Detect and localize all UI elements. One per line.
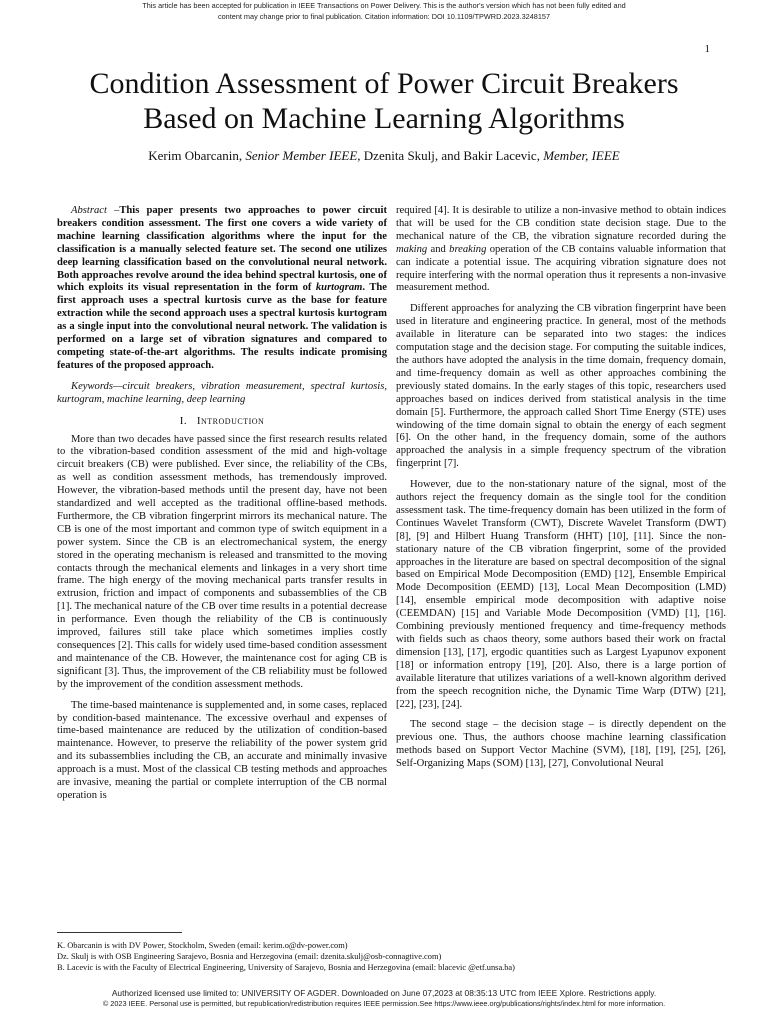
abstract-dash: –: [106, 205, 120, 216]
abstract-text-a: This paper presents two approaches to power circuit breakers condition assessment. The first one covers a wide variety of machine learning classification algorithms where the input for the classification is a manually selected feature set. The second one utilizes deep learning classification based on the convolutional neural network. Both approaches revolve around the idea behind spectral kurtosis, one of which exploits its visual representation in the form of: [57, 205, 387, 294]
section-number: I.: [179, 414, 188, 427]
footnotes: [57, 940, 717, 973]
p0-text-b: and: [427, 243, 450, 255]
title-line-2: Based on Machine Learning Algorithms: [143, 102, 625, 135]
banner-line-1: This article has been accepted for publication in IEEE Transactions on Power Delivery. This is the author's version which has not been fully edited and: [142, 1, 626, 10]
footnote-divider: [57, 932, 182, 933]
abstract-label: Abstract: [71, 205, 107, 216]
p0-text-a: required [4]. It is desirable to utilize a non-invasive method to obtain indices that will be used for the CB condition state decision stage. Due to the mechanical nature of the CB, the vibration signature recorded during the: [396, 205, 726, 242]
p0-breaking: breaking: [449, 243, 487, 255]
author-3-role: Member, IEEE: [543, 148, 620, 163]
paper-title: [40, 66, 728, 136]
right-paragraph-0: [396, 205, 726, 295]
right-paragraph-3: The second stage – the decision stage – is directly dependent on the previous one. Thus, the authors choose machine learning classification methods based on Support Vector Machine (SVM), [18], [19], [25], [26], Self-Organizing Maps (SOM) [13], [27], Convolutional Neural: [396, 719, 726, 770]
banner-line-2: content may change prior to final publication. Citation information: DOI 10.1109/TPWRD.2023.3248157: [217, 12, 551, 21]
author-1-role: Senior Member IEEE: [245, 148, 358, 163]
license-line-2: © 2023 IEEE. Personal use is permitted, but republication/redistribution requires IEEE permission.See https://www.ieee.org/publications/rights/index.html for more information.: [102, 999, 666, 1008]
title-line-1: Condition Assessment of Power Circuit Breakers: [89, 67, 679, 100]
page-number: 1: [704, 43, 710, 55]
authors-2-3: , Dzenita Skulj, and Bakir Lacevic,: [357, 148, 544, 163]
license-line-1: Authorized licensed use limited to: UNIVERSITY OF AGDER. Downloaded on June 07,2023 at 08:35:13 UTC from IEEE Xplore. Restrictions apply.: [111, 988, 657, 998]
section-title: Introduction: [196, 414, 265, 427]
author-1: Kerim Obarcanin,: [148, 148, 246, 163]
right-paragraph-1: Different approaches for analyzing the CB vibration fingerprint have been used in literature and engineering practice. In general, most of the methods available in literature can be separated into two stages: the indices computation stage and the decision stage. For computing the suitable indices, the authors have adopted the analysis in the time domain, frequency domain, and time-frequency domain as well as other approaches combining the previously stated domains. In the early stages of this topic, researchers used approaches based on indices derived from statistical analysis in the time domain [5]. Furthermore, the approach called Short Time Energy (STE) uses windowing of the time domain signal to obtain the energy of each segment [6]. On the other hand, in the frequency domain, some of the authors approached the analysis in a simple frequency spectrum of the vibration fingerprint [7].: [396, 303, 726, 470]
abstract-text-b: . The first approach uses a spectral kurtosis curve as the base for feature extraction while the second approach uses a spectral kurtosis kurtogram as a single input into the convolutional neural network. The validation is performed on a large set of vibration signatures and compared to competing state-of-the-art algorithms. The results indicate promising features of the proposed approach.: [57, 282, 387, 371]
footnote-3: B. Lacevic is with the Faculty of Electrical Engineering, University of Sarajevo, Bosnia and Herzegovina (email: blacevic @etf.unsa.ba): [57, 963, 515, 972]
keywords: Keywords—circuit breakers, vibration measurement, spectral kurtosis, kurtogram, machine learning, deep learning: [57, 380, 387, 405]
intro-paragraph-2: The time-based maintenance is supplemented and, in some cases, replaced by condition-based maintenance. The excessive overhaul and expenses of time-based maintenance are reduced by the utilization of condition-based maintenance. However, to preserve the reliability of the power system grid and its subassemblies including the CB, an accurate and minimally invasive approach is a must. Most of the classical CB testing methods and approaches are invasive, meaning the partial or complete interruption of the CB normal operation is: [57, 699, 387, 801]
license-footer: [0, 988, 768, 1009]
p0-text-c: operation of the CB contains valuable information that can indicate a potential issue. The acquiring vibration signature does not require interfering with the normal operation thus it represents a non-invasive measurement method.: [396, 243, 726, 294]
author-line: [40, 148, 728, 164]
abstract: [57, 205, 387, 373]
publication-banner: [0, 0, 768, 22]
abstract-kurtogram: kurtogram: [315, 282, 363, 294]
footnote-1: K. Obarcanin is with DV Power, Stockholm, Sweden (email: kerim.o@dv-power.com): [57, 941, 348, 950]
intro-paragraph-1: More than two decades have passed since the first research results related to the vibration-based condition assessment of the mid and high-voltage circuit breakers (CB) were published. Ever since, the reliability of the CBs, as well as condition assessment methods, has tremendously improved. However, the vibration-based methods until the present day, have not been standardized and well accepted as the traditional offline-based methods. Furthermore, the CB vibration fingerprint mirrors its mechanical nature. The CB is one of the most important and common type of switch equipment in a power system. Since the CB is an electromechanical system, the energy stored in the operating mechanism is released and transmitted to the moving contacts through the mechanical elements and linkages in a very short time frame. The high energy of the moving mechanical parts transfer results in extrusion, friction and impact of components and subassemblies of the CB [1]. The mechanical nature of the CB over time results in a potential decrease in performance. Even though the reliability of the CB is continuously improved, failures still take place which sometimes implies costly consequences [2]. This calls for widely used time-based condition assessment and maintenance of the CB. However, the maintenance cost for aging CB is significant [3]. Thus, the improvement of the CB reliability must be followed by the improvement of the condition assessment methods.: [57, 433, 387, 690]
section-heading-introduction: [57, 415, 387, 428]
right-column: [396, 205, 726, 779]
left-column: [57, 205, 387, 811]
p0-making: making: [396, 243, 428, 255]
right-paragraph-2: However, due to the non-stationary nature of the signal, most of the authors reject the frequency domain as the single tool for the condition assessment task. The time-frequency domain has been utilized in the form of Continues Wavelet Transform (CWT), Discrete Wavelet Transform (DWT) [8], [9] and Hilbert Huang Transform (HHT) [10], [11]. Since the non-stationary nature of the CB vibration fingerprint, some of the provided approaches in the literature are based on spectral decomposition of the signal based on Empirical Mode Decomposition (EMD) [12], Ensemble Empirical Mode Decomposition (EEMD) [13], Local Mean Decomposition (LMD) [14], ensemble empirical mode decomposition with adaptive noise (CEEMDAN) [15] and Variable Mode Decomposition (VMD) [1], [16]. Combining previously mentioned frequency and time-frequency methods with fields such as chaos theory, some authors based their work on fractal dimension [13], [17], ergodic quantities such as Largest Lyapunov exponent [18] or information entropy [19], [20]. Also, there is a large portion of available literature that utilizes variations of a well-known algorithm derived from the speech recognition niche, the Dynamic Time Warp (DTW) [21], [22], [23], [24].: [396, 479, 726, 710]
footnote-2: Dz. Skulj is with OSB Engineering Sarajevo, Bosnia and Herzegovina (email: dzenita.skulj@osb-connagtive.com): [57, 952, 442, 961]
